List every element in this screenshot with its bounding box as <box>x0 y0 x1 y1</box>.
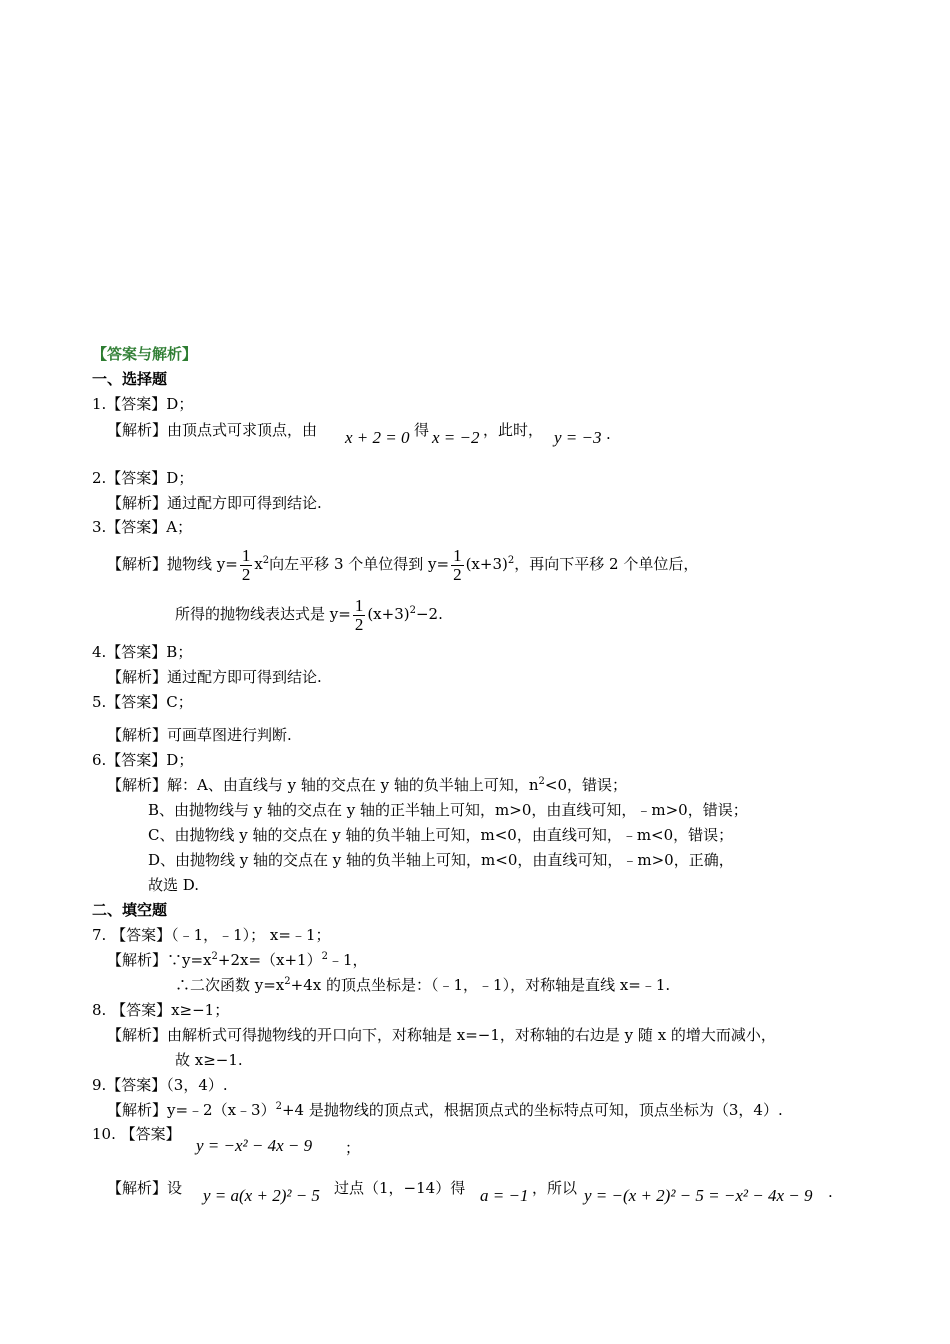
q3-t3: 向左平移 3 个单位得到 y= <box>269 555 450 573</box>
q10-analysis-label: 【解析】设 <box>107 1179 183 1197</box>
q3-t1: 抛物线 y= <box>167 555 238 573</box>
q1-eq3: y = −3 <box>554 428 602 447</box>
q7-analysis-line1: 【解析】$\because y=x^2+2x=(x+1)^2﹣1$， <box>107 951 368 969</box>
q3-analysis-line2: 所得的抛物线表达式是 y= $\frac{1}{2}$ $(x+3)^2-2$. <box>175 595 443 634</box>
q10-analysis-end: . <box>828 1183 833 1201</box>
q10-answer-label: 10. 【答案】 <box>92 1125 181 1143</box>
q3-answer: 3.【答案】A； <box>92 518 193 536</box>
q2-analysis: 【解析】通过配方即可得到结论. <box>107 494 322 512</box>
q10-analysis-eq3: y = −(x + 2)² − 5 = −x² − 4x − 9 <box>584 1186 813 1205</box>
q1-text: 由顶点式可求顶点，由 <box>167 421 318 439</box>
q10-answer-eq: y = −x² − 4x − 9 <box>196 1136 313 1155</box>
q1-answer: 1.【答案】D； <box>92 395 194 413</box>
q6-answer: 6.【答案】D； <box>92 751 194 769</box>
q10-analysis-t2: ，所以 <box>532 1179 578 1197</box>
q6-analysis-line4: D、由抛物线 y 轴的交点在 y 轴的负半轴上可知，m<0，由直线可知，﹣m>0，正确， <box>148 851 734 869</box>
q9-answer: 9.【答案】（3，4）. <box>92 1076 228 1094</box>
q3-t5: ，再向下平移 2 个单位后， <box>514 555 699 573</box>
q3-t6: 所得的抛物线表达式是 y= <box>175 605 351 623</box>
q6-analysis-line1: 【解析】解：A、由直线与 y 轴的交点在 y 轴的负半轴上可知，$n^2<0$，错误； <box>107 776 628 794</box>
q1-analysis-label: 【解析】 <box>107 421 168 439</box>
q3-t8: −2. <box>415 605 443 623</box>
q1-text-de: 得 <box>414 421 430 439</box>
q10-analysis-eq1: y = a(x + 2)² − 5 <box>203 1186 320 1205</box>
q6-analysis-line3: C、由抛物线 y 轴的交点在 y 轴的负半轴上可知，m<0，由直线可知，﹣m<0，错误； <box>148 826 734 844</box>
q1-text-cishi: ，此时， <box>483 421 544 439</box>
q6-analysis-line2: B、由抛物线与 y 轴的交点在 y 轴的正半轴上可知，m>0，由直线可知，﹣m>0，错误； <box>148 801 748 819</box>
q10-analysis-eq2: a = −1 <box>480 1186 529 1205</box>
q6-analysis-line5: 故选 D. <box>148 876 200 894</box>
q9-analysis: 【解析】y=﹣2（x﹣3）$^2$+4 是抛物线的顶点式，根据顶点式的坐标特点可知，顶点坐标为（3，4）. <box>107 1101 783 1119</box>
q3-fraction-1: $\frac{1}{2}$ <box>241 545 251 584</box>
q8-answer: 8. 【答案】x≥−1； <box>92 1001 230 1019</box>
q3-t4: (x+3) <box>465 555 508 573</box>
q8-analysis-line2: 故 x≥−1. <box>175 1051 243 1069</box>
q3-t7: (x+3) <box>367 605 410 623</box>
q3-fraction-2: $\frac{1}{2}$ <box>453 545 462 584</box>
q8-analysis-line1: 【解析】由解析式可得抛物线的开口向下，对称轴是 x=−1，对称轴的右边是 y 随 x 的增大而减小， <box>107 1026 776 1044</box>
q3-fraction-3: $\frac{1}{2}$ <box>354 595 364 634</box>
q1-eq2: x = −2 <box>432 428 480 447</box>
q5-analysis: 【解析】可画草图进行判断. <box>107 726 292 744</box>
q2-answer: 2.【答案】D； <box>92 469 194 487</box>
q3-t2: x <box>254 555 263 573</box>
section-choice-title: 一、选择题 <box>92 370 168 388</box>
q5-answer: 5.【答案】C； <box>92 693 193 711</box>
section-fill-title: 二、填空题 <box>92 901 168 919</box>
q7-answer: 7. 【答案】（﹣1，﹣1）； x=﹣1； <box>92 926 331 944</box>
q4-analysis: 【解析】通过配方即可得到结论. <box>107 668 322 686</box>
q3-analysis-label: 【解析】 <box>107 555 168 573</box>
q7-analysis-line2: ∴二次函数 $y=x^2+4x$ 的顶点坐标是：（﹣1，﹣1），对称轴是直线 x=﹣1. <box>175 976 671 994</box>
answer-heading: 【答案与解析】 <box>92 345 198 363</box>
q3-analysis-line1: 【解析】抛物线 y= $\frac{1}{2}$ $x^2$向左平移 3 个单位得到 y= $\frac{1}{2}$ $(x+3)^2$，再向下平移 2 个单位后， <box>107 545 699 584</box>
q1-end: . <box>606 425 611 443</box>
q1-eq1: x + 2 = 0 <box>345 428 410 447</box>
q4-answer: 4.【答案】B； <box>92 643 193 661</box>
q1-analysis <box>107 420 317 440</box>
q10-answer-end: ； <box>345 1139 361 1157</box>
q10-analysis-t1: 过点（1，−14）得 <box>334 1179 466 1197</box>
